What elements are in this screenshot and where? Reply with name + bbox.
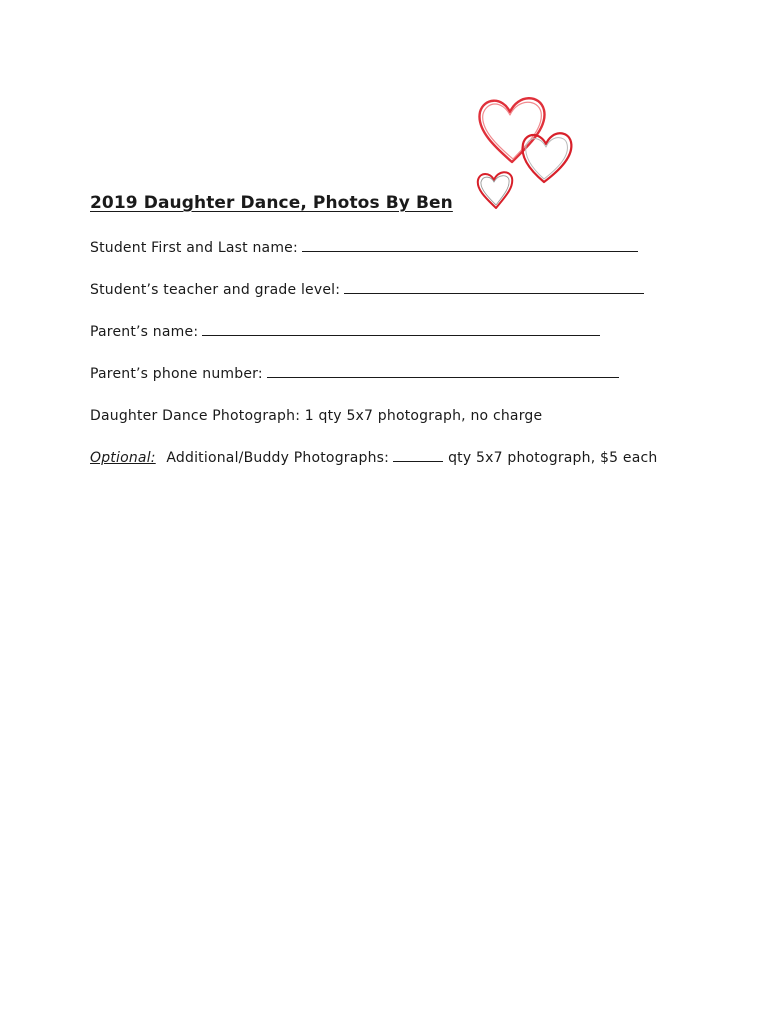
parent-phone-label: Parent’s phone number:: [90, 366, 263, 382]
teacher-grade-label: Student’s teacher and grade level:: [90, 282, 341, 298]
student-name-label: Student First and Last name:: [90, 240, 298, 256]
photograph-line: Daughter Dance Photograph: 1 qty 5x7 photograph, no charge: [90, 408, 543, 424]
student-name-blank[interactable]: [302, 250, 638, 252]
teacher-grade-field: [90, 282, 644, 298]
hearts-icon: [466, 90, 582, 212]
teacher-grade-blank[interactable]: [344, 292, 644, 294]
optional-qty-blank[interactable]: [393, 460, 443, 462]
parent-name-field: [90, 324, 600, 340]
parent-phone-field: [90, 366, 619, 382]
document-title: 2019 Daughter Dance, Photos By Ben: [90, 193, 453, 213]
student-name-field: [90, 240, 638, 256]
optional-label: Optional:: [90, 450, 156, 466]
optional-line: [90, 450, 657, 466]
optional-text: Additional/Buddy Photographs:: [166, 450, 390, 466]
optional-suffix: qty 5x7 photograph, $5 each: [448, 450, 658, 466]
parent-phone-blank[interactable]: [267, 376, 619, 378]
parent-name-label: Parent’s name:: [90, 324, 199, 340]
parent-name-blank[interactable]: [202, 334, 600, 336]
